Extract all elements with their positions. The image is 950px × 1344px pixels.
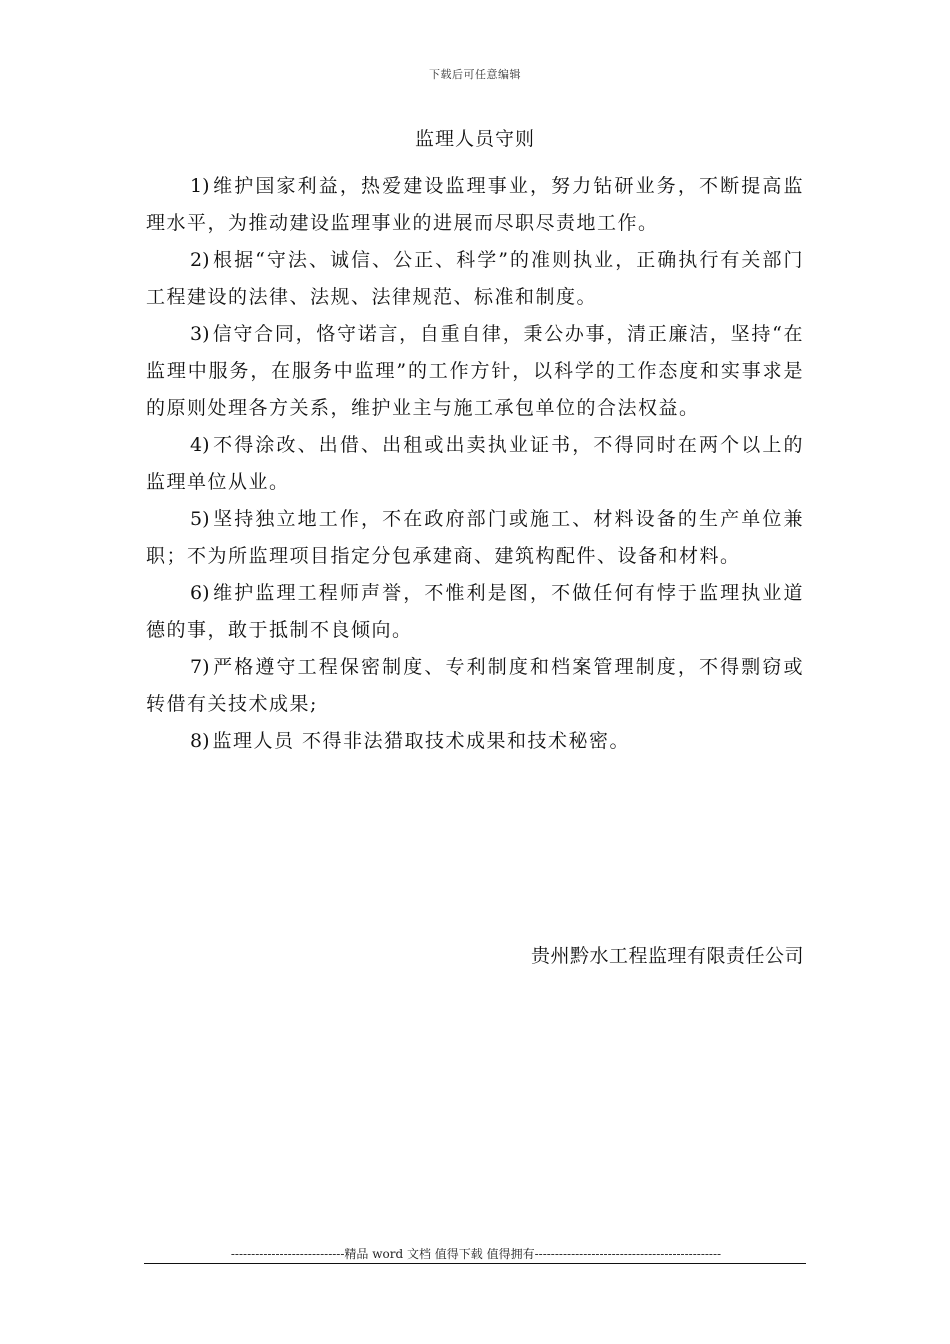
clause-text: 监理人员 不得非法猎取技术成果和技术秘密。 xyxy=(212,730,631,752)
clause-text: 维护监理工程师声誉，不惟利是图，不做任何有悖于监理执业道德的事，敢于抵制不良倾向。 xyxy=(146,582,804,641)
clause-7 xyxy=(146,649,804,723)
clause-number: 2) xyxy=(190,249,210,271)
clause-3 xyxy=(146,316,804,427)
clause-number: 1) xyxy=(190,175,210,197)
company-signature: 贵州黔水工程监理有限责任公司 xyxy=(530,945,804,967)
clause-4 xyxy=(146,427,804,501)
clause-text: 坚持独立地工作，不在政府部门或施工、材料设备的生产单位兼职；不为所监理项目指定分包承建商、建筑构配件、设备和材料。 xyxy=(146,508,804,567)
clause-text: 严格遵守工程保密制度、专利制度和档案管理制度，不得剽窃或转借有关技术成果; xyxy=(146,656,804,715)
clause-text: 信守合同，恪守诺言，自重自律，秉公办事，清正廉洁，坚持“在监理中服务，在服务中监理”的工作方针，以科学的工作态度和实事求是的原则处理各方关系，维护业主与施工承包单位的合法权益。 xyxy=(146,323,804,419)
clause-number: 4) xyxy=(190,434,210,456)
document-title: 监理人员守则 xyxy=(414,128,535,150)
page-header-note: 下载后可任意编辑 xyxy=(429,68,521,81)
clause-text: 不得涂改、出借、出租或出卖执业证书，不得同时在两个以上的监理单位从业。 xyxy=(146,434,804,493)
document-body xyxy=(146,168,804,760)
clause-2 xyxy=(146,242,804,316)
clause-number: 6) xyxy=(190,582,210,604)
clause-number: 8) xyxy=(190,730,210,752)
clause-text: 根据“守法、诚信、公正、科学”的准则执业，正确执行有关部门工程建设的法律、法规、法律规范、标准和制度。 xyxy=(146,249,804,308)
clause-1 xyxy=(146,168,804,242)
page-footer-note: ----------------------------精品 word 文档 值得下载 值得拥有---------------------------------------------- xyxy=(230,1247,722,1261)
clause-8 xyxy=(146,723,804,760)
clause-text: 维护国家利益，热爱建设监理事业，努力钻研业务，不断提高监理水平，为推动建设监理事业的进展而尽职尽责地工作。 xyxy=(146,175,804,234)
clause-number: 5) xyxy=(190,508,210,530)
clause-number: 7) xyxy=(190,656,210,678)
clause-6 xyxy=(146,575,804,649)
clause-5 xyxy=(146,501,804,575)
footer-divider xyxy=(144,1263,806,1264)
clause-number: 3) xyxy=(190,323,210,345)
